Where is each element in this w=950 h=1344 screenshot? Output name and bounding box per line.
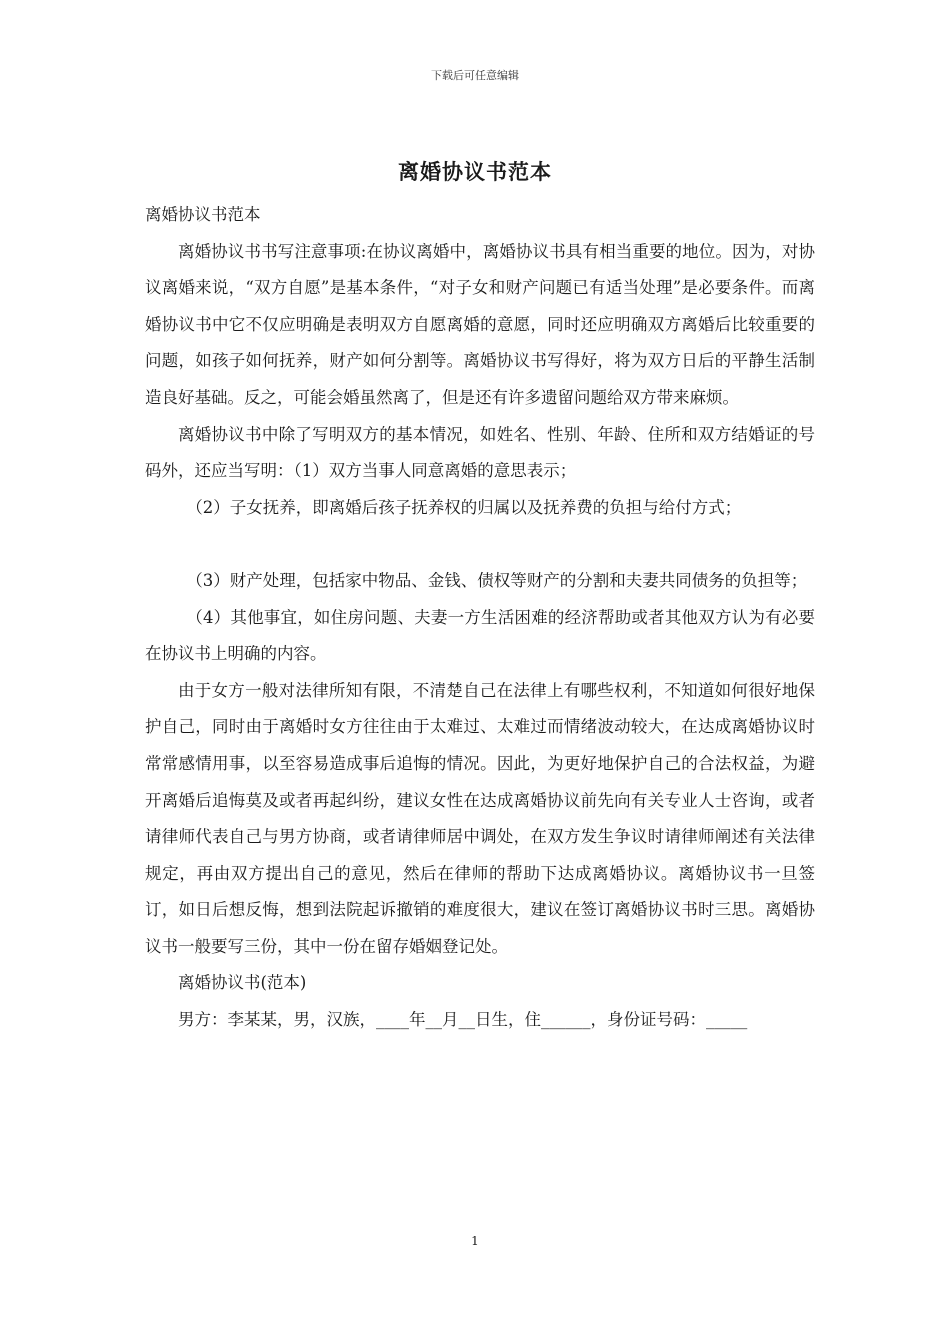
blank-line xyxy=(145,526,815,563)
paragraph-template-heading: 离婚协议书(范本) xyxy=(178,973,307,993)
paragraph-item-3: （3）财产处理，包括家中物品、金钱、债权等财产的分割和夫妻共同债务的负担等； xyxy=(186,570,808,590)
paragraph-item-2: （2）子女抚养，即离婚后孩子抚养权的归属以及抚养费的负担与给付方式； xyxy=(186,497,742,517)
document-body xyxy=(145,197,815,1039)
document-subtitle: 离婚协议书范本 xyxy=(145,205,261,224)
paragraph-male-party: 男方：李某某，男，汉族，____年__月__日生，住______，身份证号码：_____ xyxy=(178,1010,748,1030)
header-note: 下载后可任意编辑 xyxy=(431,69,519,82)
document-title: 离婚协议书范本 xyxy=(398,159,552,184)
paragraph-notes: 离婚协议书书写注意事项:在协议离婚中，离婚协议书具有相当重要的地位。因为，对协议离婚来说，“双方自愿”是基本条件，“对子女和财产问题已有适当处理”是必要条件。而离婚协议书中它不仅应明确是表明双方自愿离婚的意愿，同时还应明确双方离婚后比较重要的问题，如孩子如何抚养，财产如何分割等。离婚协议书写得好，将为双方日后的平静生活制造良好基础。反之，可能会婚虽然离了，但是还有许多遗留问题给双方带来麻烦。 xyxy=(145,241,815,407)
paragraph-item-4: （4）其他事宜，如住房问题、夫妻一方生活困难的经济帮助或者其他双方认为有必要在协议书上明确的内容。 xyxy=(145,607,815,664)
paragraph-contents: 离婚协议书中除了写明双方的基本情况，如姓名、性别、年龄、住所和双方结婚证的号码外，还应当写明：（1）双方当事人同意离婚的意思表示； xyxy=(145,424,815,481)
paragraph-advice: 由于女方一般对法律所知有限，不清楚自己在法律上有哪些权利，不知道如何很好地保护自己，同时由于离婚时女方往往由于太难过、太难过而情绪波动较大，在达成离婚协议时常常感情用事，以至容易造成事后追悔的情况。因此，为更好地保护自己的合法权益，为避开离婚后追悔莫及或者再起纠纷，建议女性在达成离婚协议前先向有关专业人士咨询，或者请律师代表自己与男方协商，或者请律师居中调处，在双方发生争议时请律师阐述有关法律规定，再由双方提出自己的意见，然后在律师的帮助下达成离婚协议。离婚协议书一旦签订，如日后想反悔，想到法院起诉撤销的难度很大，建议在签订离婚协议书时三思。离婚协议书一般要写三份，其中一份在留存婚姻登记处。 xyxy=(145,680,815,956)
page-number: 1 xyxy=(471,1234,479,1248)
